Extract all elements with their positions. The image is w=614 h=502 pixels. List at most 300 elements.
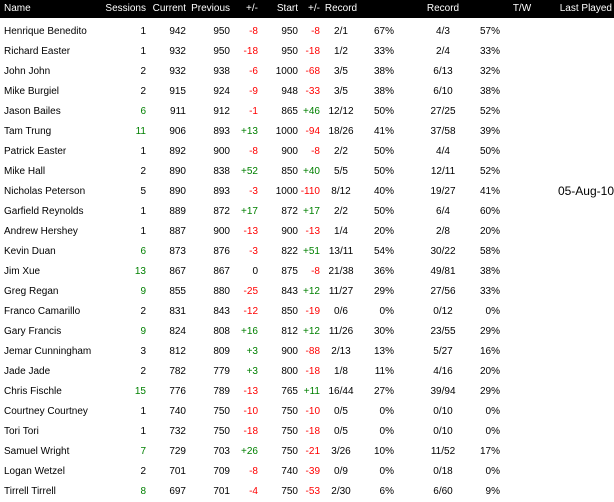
change-from-start: -68 — [305, 66, 320, 77]
sessions-value: 15 — [134, 386, 146, 397]
player-name: Courtney Courtney — [4, 406, 88, 417]
record-1: 3/5 — [334, 66, 348, 77]
current-rating: 932 — [169, 66, 186, 77]
previous-rating: 893 — [213, 126, 230, 137]
change-from-previous: +52 — [241, 166, 258, 177]
player-name: Garfield Reynolds — [4, 206, 84, 217]
previous-rating: 872 — [213, 206, 230, 217]
record-2: 6/4 — [436, 206, 450, 217]
sessions-value: 6 — [140, 246, 146, 257]
table-row — [0, 242, 614, 262]
record-1-percent: 0% — [379, 466, 394, 477]
table-row — [0, 102, 614, 122]
record-2: 39/94 — [430, 386, 456, 397]
record-1: 2/30 — [331, 486, 351, 497]
previous-rating: 912 — [213, 106, 230, 117]
change-from-previous: +3 — [246, 366, 258, 377]
record-2: 6/10 — [433, 86, 453, 97]
record-1-percent: 38% — [373, 86, 394, 97]
record-1: 0/9 — [334, 466, 348, 477]
record-1: 0/6 — [334, 306, 348, 317]
record-2: 6/60 — [433, 486, 453, 497]
record-1-percent: 50% — [373, 166, 394, 177]
start-rating: 872 — [281, 206, 298, 217]
record-1-percent: 33% — [373, 46, 394, 57]
previous-rating: 838 — [213, 166, 230, 177]
start-rating: 1000 — [275, 186, 298, 197]
record-2-percent: 50% — [479, 146, 500, 157]
table-row — [0, 422, 614, 442]
player-name: Mike Burgiel — [4, 86, 60, 97]
record-2-percent: 20% — [479, 226, 500, 237]
player-name: Mike Hall — [4, 166, 46, 177]
change-from-start: +12 — [303, 286, 320, 297]
previous-rating: 924 — [213, 86, 230, 97]
table-row — [0, 302, 614, 322]
record-2-percent: 38% — [479, 86, 500, 97]
sessions-value: 2 — [140, 306, 146, 317]
current-rating: 890 — [169, 166, 186, 177]
record-2-percent: 52% — [479, 166, 500, 177]
player-name: Andrew Hershey — [4, 226, 78, 237]
record-1: 1/4 — [334, 226, 348, 237]
record-2-percent: 29% — [479, 386, 500, 397]
player-name: Samuel Wright — [4, 446, 70, 457]
sessions-value: 1 — [140, 406, 146, 417]
current-rating: 701 — [169, 466, 186, 477]
record-1-percent: 20% — [373, 226, 394, 237]
record-2: 0/12 — [433, 306, 453, 317]
record-2-percent: 33% — [479, 46, 500, 57]
current-rating: 697 — [169, 486, 186, 497]
header-record-1: Record — [324, 3, 358, 14]
record-2: 4/3 — [436, 26, 450, 37]
sessions-value: 1 — [140, 206, 146, 217]
current-rating: 729 — [169, 446, 186, 457]
change-from-previous: -8 — [249, 26, 258, 37]
current-rating: 855 — [169, 286, 186, 297]
start-rating: 812 — [281, 326, 298, 337]
sessions-value: 2 — [140, 466, 146, 477]
table-row — [0, 262, 614, 282]
previous-rating: 876 — [213, 246, 230, 257]
player-name: Jim Xue — [4, 266, 41, 277]
record-1-percent: 0% — [379, 426, 394, 437]
header-previous: Previous — [191, 3, 230, 14]
table-row — [0, 482, 614, 502]
table-header — [0, 0, 614, 19]
current-rating: 812 — [169, 346, 186, 357]
start-rating: 843 — [281, 286, 298, 297]
record-2-percent: 57% — [479, 26, 500, 37]
sessions-value: 8 — [140, 486, 146, 497]
player-name: Tirrell Tirrell — [4, 486, 56, 497]
record-2-percent: 17% — [479, 446, 500, 457]
record-2-percent: 0% — [485, 466, 500, 477]
start-rating: 822 — [281, 246, 298, 257]
change-from-start: +46 — [303, 106, 320, 117]
change-from-start: -33 — [305, 86, 320, 97]
previous-rating: 843 — [213, 306, 230, 317]
record-2-percent: 9% — [485, 486, 500, 497]
record-2: 2/8 — [436, 226, 450, 237]
change-from-start: -18 — [305, 46, 320, 57]
start-rating: 865 — [281, 106, 298, 117]
header-start: Start — [276, 3, 298, 14]
change-from-previous: -9 — [249, 86, 258, 97]
current-rating: 776 — [169, 386, 186, 397]
start-rating: 875 — [281, 266, 298, 277]
current-rating: 824 — [169, 326, 186, 337]
player-name: Franco Camarillo — [4, 306, 81, 317]
current-rating: 732 — [169, 426, 186, 437]
table-row — [0, 162, 614, 182]
table-row — [0, 402, 614, 422]
record-1: 2/2 — [334, 146, 348, 157]
player-name: Jemar Cunningham — [4, 346, 92, 357]
header-tw: T/W — [512, 3, 532, 14]
current-rating: 915 — [169, 86, 186, 97]
change-from-previous: -1 — [249, 106, 258, 117]
table-row — [0, 202, 614, 222]
previous-rating: 789 — [213, 386, 230, 397]
record-1: 0/5 — [334, 426, 348, 437]
record-2: 37/58 — [430, 126, 456, 137]
record-2: 0/10 — [433, 406, 453, 417]
table-row — [0, 62, 614, 82]
player-name: Gary Francis — [4, 326, 62, 337]
change-from-start: -88 — [305, 346, 320, 357]
previous-rating: 809 — [213, 346, 230, 357]
start-rating: 950 — [281, 46, 298, 57]
record-1-percent: 27% — [373, 386, 394, 397]
previous-rating: 701 — [213, 486, 230, 497]
current-rating: 911 — [170, 106, 186, 117]
record-2: 4/4 — [436, 146, 450, 157]
record-1-percent: 38% — [373, 66, 394, 77]
start-rating: 900 — [281, 226, 298, 237]
table-row — [0, 462, 614, 482]
player-name: Logan Wetzel — [4, 466, 65, 477]
table-row — [0, 22, 614, 42]
player-name: Henrique Benedito — [4, 26, 87, 37]
previous-rating: 709 — [213, 466, 230, 477]
change-from-previous: -13 — [243, 386, 258, 397]
previous-rating: 867 — [213, 266, 230, 277]
change-from-start: +51 — [303, 246, 320, 257]
sessions-value: 1 — [140, 226, 146, 237]
change-from-previous: -3 — [249, 246, 258, 257]
change-from-start: -53 — [305, 486, 320, 497]
start-rating: 850 — [281, 166, 298, 177]
player-name: Tori Tori — [4, 426, 39, 437]
change-from-start: -8 — [311, 26, 320, 37]
change-from-previous: -8 — [249, 146, 258, 157]
sessions-value: 1 — [140, 26, 146, 37]
table-row — [0, 122, 614, 142]
previous-rating: 808 — [213, 326, 230, 337]
previous-rating: 750 — [213, 426, 230, 437]
record-1: 5/5 — [334, 166, 348, 177]
table-row — [0, 42, 614, 62]
record-2: 12/11 — [430, 166, 456, 177]
change-from-start: -19 — [305, 306, 320, 317]
change-from-previous: +17 — [241, 206, 258, 217]
current-rating: 890 — [169, 186, 186, 197]
table-row — [0, 382, 614, 402]
record-2: 4/16 — [433, 366, 453, 377]
record-1: 3/26 — [331, 446, 351, 457]
player-name: Richard Easter — [4, 46, 71, 57]
previous-rating: 703 — [213, 446, 230, 457]
current-rating: 932 — [169, 46, 186, 57]
change-from-start: -21 — [305, 446, 320, 457]
sessions-value: 2 — [140, 66, 146, 77]
current-rating: 873 — [169, 246, 186, 257]
change-from-previous: -8 — [249, 466, 258, 477]
record-1-percent: 54% — [373, 246, 394, 257]
record-1-percent: 0% — [379, 406, 394, 417]
change-from-start: -8 — [311, 266, 320, 277]
table-row — [0, 342, 614, 362]
player-name: John John — [4, 66, 51, 77]
sessions-value: 9 — [140, 326, 146, 337]
sessions-value: 9 — [140, 286, 146, 297]
start-rating: 900 — [281, 346, 298, 357]
start-rating: 750 — [281, 446, 298, 457]
record-1: 11/27 — [328, 286, 354, 297]
record-2-percent: 60% — [479, 206, 500, 217]
player-name: Tam Trung — [4, 126, 52, 137]
change-from-previous: -25 — [243, 286, 258, 297]
record-1-percent: 67% — [373, 26, 394, 37]
current-rating: 782 — [169, 366, 186, 377]
record-2-percent: 58% — [479, 246, 500, 257]
record-2: 6/13 — [433, 66, 453, 77]
record-1: 2/13 — [331, 346, 351, 357]
sessions-value: 2 — [140, 166, 146, 177]
table-row — [0, 82, 614, 102]
change-from-previous: +3 — [246, 346, 258, 357]
record-2-percent: 33% — [479, 286, 500, 297]
record-2-percent: 0% — [485, 306, 500, 317]
sessions-value: 1 — [140, 146, 146, 157]
current-rating: 906 — [169, 126, 186, 137]
sessions-value: 11 — [135, 126, 146, 137]
table-row — [0, 442, 614, 462]
sessions-value: 6 — [140, 106, 146, 117]
record-2-percent: 52% — [479, 106, 500, 117]
previous-rating: 779 — [213, 366, 230, 377]
start-rating: 765 — [281, 386, 298, 397]
record-1: 0/5 — [334, 406, 348, 417]
header-name: Name — [4, 3, 31, 14]
start-rating: 750 — [281, 426, 298, 437]
previous-rating: 893 — [213, 186, 230, 197]
record-2-percent: 39% — [479, 126, 500, 137]
record-2: 19/27 — [430, 186, 456, 197]
sessions-value: 2 — [140, 86, 146, 97]
current-rating: 887 — [169, 226, 186, 237]
change-from-start: -18 — [305, 426, 320, 437]
change-from-start: +11 — [303, 386, 320, 397]
change-from-start: +17 — [303, 206, 320, 217]
start-rating: 750 — [281, 406, 298, 417]
header-change-previous: +/- — [246, 3, 258, 14]
table-row — [0, 322, 614, 342]
record-1: 3/5 — [334, 86, 348, 97]
record-1-percent: 13% — [373, 346, 394, 357]
player-name: Nicholas Peterson — [4, 186, 86, 197]
record-2: 27/56 — [430, 286, 456, 297]
record-1: 2/2 — [334, 206, 348, 217]
record-1: 8/12 — [331, 186, 351, 197]
current-rating: 740 — [169, 406, 186, 417]
start-rating: 850 — [281, 306, 298, 317]
table-row — [0, 282, 614, 302]
sessions-value: 3 — [140, 346, 146, 357]
record-2: 5/27 — [433, 346, 453, 357]
record-2-percent: 0% — [485, 426, 500, 437]
record-1: 16/44 — [328, 386, 354, 397]
record-1: 2/1 — [334, 26, 348, 37]
player-name: Jade Jade — [4, 366, 51, 377]
record-1-percent: 11% — [374, 366, 394, 377]
change-from-previous: -6 — [249, 66, 258, 77]
previous-rating: 900 — [213, 226, 230, 237]
change-from-previous: -13 — [243, 226, 258, 237]
change-from-start: +40 — [303, 166, 320, 177]
sessions-value: 1 — [140, 426, 146, 437]
change-from-start: -110 — [300, 186, 320, 197]
player-name: Kevin Duan — [4, 246, 56, 257]
sessions-value: 2 — [140, 366, 146, 377]
previous-rating: 750 — [213, 406, 230, 417]
player-name: Patrick Easter — [4, 146, 67, 157]
previous-rating: 900 — [213, 146, 230, 157]
table-row — [0, 222, 614, 242]
change-from-previous: +26 — [241, 446, 258, 457]
record-1-percent: 36% — [373, 266, 394, 277]
record-1-percent: 50% — [373, 206, 394, 217]
change-from-start: -8 — [311, 146, 320, 157]
record-2-percent: 32% — [479, 66, 500, 77]
current-rating: 889 — [169, 206, 186, 217]
record-1-percent: 10% — [373, 446, 394, 457]
record-1-percent: 50% — [373, 146, 394, 157]
record-1: 13/11 — [328, 246, 354, 257]
change-from-previous: 0 — [252, 266, 258, 277]
current-rating: 942 — [169, 26, 186, 37]
player-name: Jason Bailes — [4, 106, 61, 117]
table-row — [0, 182, 614, 202]
previous-rating: 880 — [213, 286, 230, 297]
change-from-start: -13 — [305, 226, 320, 237]
start-rating: 800 — [281, 366, 298, 377]
player-name: Greg Regan — [4, 286, 59, 297]
record-2: 0/18 — [433, 466, 453, 477]
change-from-previous: +13 — [241, 126, 258, 137]
sessions-value: 1 — [140, 46, 146, 57]
record-2: 23/55 — [430, 326, 456, 337]
record-1-percent: 0% — [379, 306, 394, 317]
change-from-previous: -18 — [243, 46, 258, 57]
previous-rating: 950 — [213, 46, 230, 57]
change-from-previous: -10 — [243, 406, 258, 417]
start-rating: 1000 — [275, 126, 298, 137]
header-current: Current — [152, 3, 186, 14]
current-rating: 867 — [169, 266, 186, 277]
record-1-percent: 41% — [373, 126, 394, 137]
table-row — [0, 142, 614, 162]
record-2: 30/22 — [430, 246, 456, 257]
start-rating: 750 — [281, 486, 298, 497]
record-1-percent: 6% — [379, 486, 394, 497]
change-from-previous: -18 — [243, 426, 258, 437]
current-rating: 831 — [169, 306, 186, 317]
change-from-start: -10 — [305, 406, 320, 417]
change-from-start: -18 — [305, 366, 320, 377]
header-sessions: Sessions — [105, 3, 146, 14]
start-rating: 948 — [281, 86, 298, 97]
previous-rating: 950 — [213, 26, 230, 37]
header-last-played: Last Played — [559, 3, 612, 14]
record-1: 21/38 — [328, 266, 354, 277]
record-2-percent: 38% — [479, 266, 500, 277]
record-1: 18/26 — [328, 126, 354, 137]
header-record-2: Record — [426, 3, 460, 14]
last-played-date: 05-Aug-10 — [557, 184, 614, 198]
header-change-start: +/- — [308, 3, 320, 14]
record-2: 27/25 — [430, 106, 456, 117]
change-from-previous: +16 — [241, 326, 258, 337]
record-2-percent: 20% — [479, 366, 500, 377]
record-1-percent: 30% — [373, 326, 394, 337]
change-from-start: +12 — [303, 326, 320, 337]
change-from-start: -94 — [305, 126, 320, 137]
record-2: 0/10 — [433, 426, 453, 437]
change-from-previous: -3 — [249, 186, 258, 197]
record-1: 1/2 — [334, 46, 348, 57]
record-1-percent: 29% — [373, 286, 394, 297]
record-1: 12/12 — [328, 106, 354, 117]
change-from-start: -39 — [305, 466, 320, 477]
record-1: 1/8 — [334, 366, 348, 377]
start-rating: 740 — [281, 466, 298, 477]
previous-rating: 938 — [213, 66, 230, 77]
player-name: Chris Fischle — [4, 386, 62, 397]
record-1: 11/26 — [328, 326, 354, 337]
table-row — [0, 362, 614, 382]
change-from-previous: -12 — [243, 306, 258, 317]
record-2: 2/4 — [436, 46, 450, 57]
sessions-value: 13 — [134, 266, 146, 277]
record-2-percent: 29% — [479, 326, 500, 337]
current-rating: 892 — [169, 146, 186, 157]
record-2: 49/81 — [430, 266, 456, 277]
start-rating: 900 — [281, 146, 298, 157]
sessions-value: 5 — [140, 186, 146, 197]
record-1-percent: 50% — [373, 106, 394, 117]
record-2-percent: 0% — [485, 406, 500, 417]
record-2-percent: 16% — [479, 346, 500, 357]
record-2-percent: 41% — [479, 186, 500, 197]
record-2: 11/52 — [430, 446, 456, 457]
change-from-previous: -4 — [249, 486, 258, 497]
start-rating: 1000 — [275, 66, 298, 77]
start-rating: 950 — [281, 26, 298, 37]
sessions-value: 7 — [140, 446, 146, 457]
